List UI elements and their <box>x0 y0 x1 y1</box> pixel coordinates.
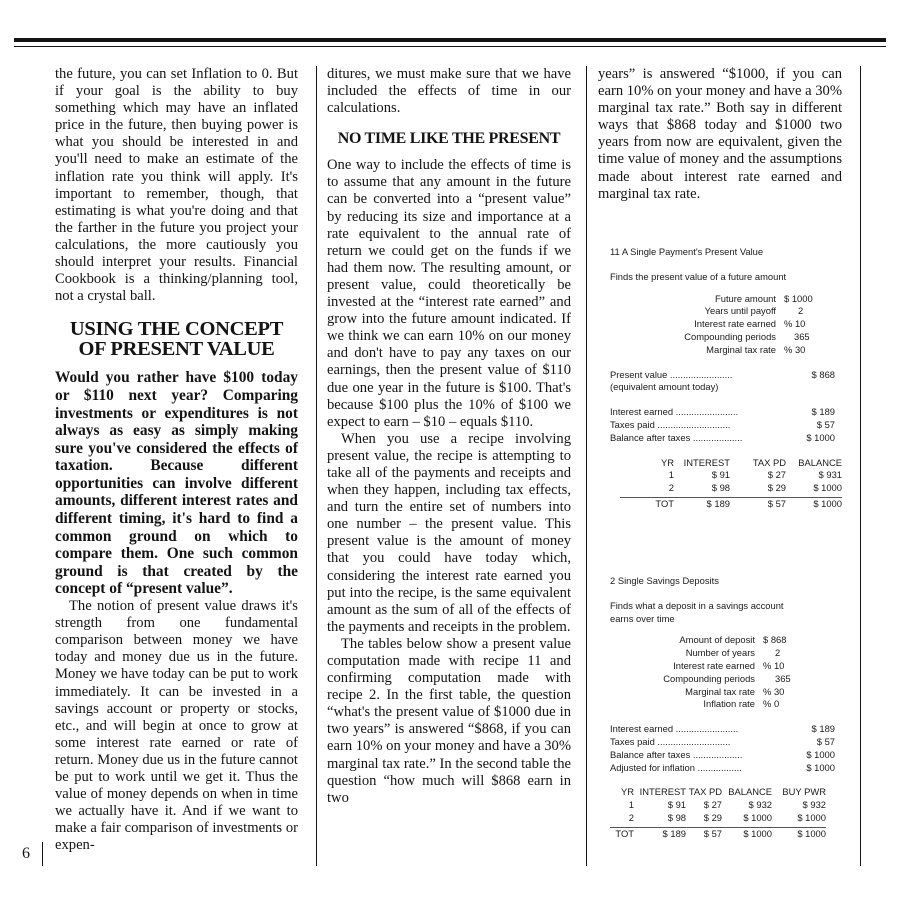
summary-label: Adjusted for inflation ................. <box>610 761 742 773</box>
total-cell: $ 1000 <box>772 827 826 841</box>
present-value-label: Present value ........................ <box>610 368 733 380</box>
table2-description: Finds what a deposit in a savings account earns over time <box>610 599 784 624</box>
header-rule-thick <box>14 38 886 42</box>
table-cell: $ 1000 <box>743 811 772 823</box>
summary-label: Balance after taxes ................... <box>610 748 743 760</box>
table1-input-value: 365 <box>794 330 810 342</box>
table-cell: $ 1000 <box>813 482 842 494</box>
table1-input-label: Compounding periods <box>684 330 776 342</box>
right-margin-rule <box>860 66 861 866</box>
table2-inputs <box>610 634 840 711</box>
col-header: BALANCE <box>728 786 772 798</box>
table1-input-value: % 30 <box>784 343 806 355</box>
summary-label: Taxes paid ............................ <box>610 418 731 430</box>
table2-title: 2 Single Savings Deposits <box>610 575 719 586</box>
total-cell: $ 189 <box>674 497 730 511</box>
recipe-2-table <box>610 575 840 841</box>
table-cell: $ 1000 <box>797 811 826 823</box>
table-cell: $ 932 <box>748 799 772 811</box>
total-cell: TOT <box>610 827 634 841</box>
table2-input-value: % 30 <box>763 685 785 697</box>
col-header: INTEREST <box>683 456 730 468</box>
summary-value: $ 57 <box>816 735 835 747</box>
table1-input-value: % 10 <box>784 318 806 330</box>
total-cell: TOT <box>620 497 674 511</box>
table2-input-value: 2 <box>775 647 781 659</box>
present-value-note: (equivalent amount today) <box>610 381 719 393</box>
table-cell: $ 91 <box>711 469 730 481</box>
present-value-amount: $ 868 <box>811 368 835 380</box>
section-heading-present-value <box>55 319 298 359</box>
col2-paragraph-1: ditures, we must make sure that we have included the effects of time in our calculations. <box>327 66 571 117</box>
table1-schedule <box>620 457 840 511</box>
table2-input-label: Interest rate earned <box>673 659 755 671</box>
summary-value: $ 189 <box>811 723 835 735</box>
col2-paragraph-2: One way to include the effects of time is to assume that any amount in the future can be converted into a “present value” by reducing its size and importance at a rate equivalent to the annual rate of return we could get on the funds if we had them now. The resulting amount, or present value, could theoretically be invested at the “interest rate earned” and grow into the future amount indicated. If we think we can earn 10% on our money and don't have to pay any taxes on our earnings, then the present value of $110 due one year in the future is $100. That's because $100 plus the 10% of $100 we expect to earn – $10 – equals $110. <box>327 157 571 430</box>
lead-paragraph: Would you rather have $100 today or $110 next year? Comparing investments or expenditures is not always as easy as simply making sure you've considered the effects of taxation. Because different opportunities can involve different amounts, different interest rates and different timing, it's hard to find a common ground on which to compare them. One such common ground is that created by the concept of “present value”. <box>55 369 298 598</box>
total-cell: $ 1000 <box>786 497 842 511</box>
summary-label: Interest earned ........................ <box>610 406 739 418</box>
col-header: TAX PD <box>688 786 722 798</box>
table2-input-value: % 10 <box>763 659 785 671</box>
table2-input-label: Number of years <box>685 647 755 659</box>
summary-label: Taxes paid ............................ <box>610 735 731 747</box>
table-cell: $ 29 <box>767 482 786 494</box>
col-header: TAX PD <box>752 456 786 468</box>
col1-paragraph-1: the future, you can set Inflation to 0. But if your goal is the ability to buy something which may have an inflated price in the future, then buying power is what you should be interested in and you'll need to make an estimate of the inflation rate you think will apply. It's important to remember, though, that estimating is what you're doing and that the farther in the future you project your calculations, the more cautiously you should interpret your results. Financial Cookbook is a thinking/planning tool, not a crystal ball. <box>55 66 298 305</box>
summary-label: Interest earned ........................ <box>610 723 739 735</box>
summary-value: $ 1000 <box>806 431 835 443</box>
recipe-11-table <box>610 246 840 511</box>
table2-input-label: Marginal tax rate <box>685 685 755 697</box>
table-cell: $ 27 <box>767 469 786 481</box>
total-cell: $ 189 <box>634 827 686 841</box>
section-heading-no-time: NO TIME LIKE THE PRESENT <box>337 130 561 148</box>
table1-title: 11 A Single Payment's Present Value <box>610 246 764 257</box>
table2-input-label: Inflation rate <box>703 698 755 710</box>
summary-value: $ 189 <box>811 406 835 418</box>
col-header: BUY PWR <box>782 786 826 798</box>
column-2 <box>327 66 571 807</box>
col-header: YR <box>620 786 634 798</box>
table1-present-value <box>610 369 840 382</box>
table-cell: $ 27 <box>703 799 722 811</box>
col2-paragraph-4: The tables below show a present value computation made with recipe 11 and confirming computation made with recipe 2. In the first table, the question “what's the present value of $1000 due in two years” is answered “$868, if you can earn 10% on your money and have a 30% marginal tax rate.” In the second table the question “how much will $868 earn in two <box>327 635 571 806</box>
header-rule-thin <box>14 46 886 47</box>
summary-label: Balance after taxes ................... <box>610 431 743 443</box>
column-3 <box>598 66 842 203</box>
table1-input-label: Years until payoff <box>704 305 776 317</box>
summary-value: $ 57 <box>816 418 835 430</box>
table1-input-label: Interest rate earned <box>694 318 776 330</box>
column-1 <box>55 66 298 854</box>
table1-input-value: 2 <box>798 305 804 317</box>
table1-input-label: Marginal tax rate <box>706 343 776 355</box>
table2-input-value: $ 868 <box>763 634 787 646</box>
table-cell: $ 932 <box>802 799 826 811</box>
table2-input-label: Amount of deposit <box>679 634 755 646</box>
col-header: INTEREST <box>639 786 686 798</box>
table2-input-label: Compounding periods <box>663 672 755 684</box>
table-cell: $ 98 <box>667 811 686 823</box>
table2-schedule <box>610 786 840 840</box>
left-margin-rule <box>42 842 43 866</box>
table1-input-label: Future amount <box>715 292 776 304</box>
table2-summary <box>610 723 840 774</box>
table1-description: Finds the present value of a future amount <box>610 270 787 282</box>
col1-paragraph-2: The notion of present value draws it's strength from one fundamental comparison between money we have today and money due us in the future. Money we have today can be put to work immediately. It can be invested in a savings account or property or stocks, etc., and will begin at once to grow at some interest rate earned or rate of return. Money due us in the future cannot be put to work until we get it. Thus the value of money depends on when in time we actually have it. And if we want to make a fair comparison of investments or expen- <box>55 598 298 854</box>
table-cell: 1 <box>668 469 674 481</box>
table-cell: $ 29 <box>703 811 722 823</box>
table-cell: $ 91 <box>667 799 686 811</box>
table-cell: $ 931 <box>818 469 842 481</box>
table-cell: 2 <box>628 811 634 823</box>
column-divider-1 <box>316 66 317 866</box>
table2-input-value: 365 <box>775 672 791 684</box>
table2-input-value: % 0 <box>763 698 780 710</box>
table1-inputs <box>610 293 840 357</box>
table-cell: $ 98 <box>711 482 730 494</box>
total-cell: $ 57 <box>730 497 786 511</box>
table1-summary <box>610 406 840 444</box>
table-cell: 1 <box>628 799 634 811</box>
heading-line-1: USING THE CONCEPT <box>69 318 284 341</box>
col2-paragraph-3: When you use a recipe involving present value, the recipe is attempting to take all of the payments and receipts and when they happen, including tax effects, and turn the entire set of numbers into one number – the present value. This present value is the amount of money that you could have today which, considering the interest rate earned you put into the recipe, is the same equivalent amount as the sum of all of the effects of the payments and receipts in the problem. <box>327 430 571 635</box>
summary-value: $ 1000 <box>806 761 835 773</box>
summary-value: $ 1000 <box>806 748 835 760</box>
heading-line-2: OF PRESENT VALUE <box>78 338 275 361</box>
table1-input-value: $ 1000 <box>784 292 813 304</box>
total-cell: $ 1000 <box>722 827 772 841</box>
total-cell: $ 57 <box>686 827 722 841</box>
column-divider-2 <box>586 66 587 866</box>
table-cell: 2 <box>668 482 674 494</box>
col-header: BALANCE <box>798 456 842 468</box>
col-header: YR <box>660 456 674 468</box>
page-number: 6 <box>22 845 30 862</box>
col3-paragraph-1: years” is answered “$1000, if you can earn 10% on your money and have a 30% marginal tax rate.” Both say in different ways that $868 today and $1000 two years from now are equivalent, given the time value of money and the assumptions made about interest rate earned and marginal tax rate. <box>598 66 842 202</box>
